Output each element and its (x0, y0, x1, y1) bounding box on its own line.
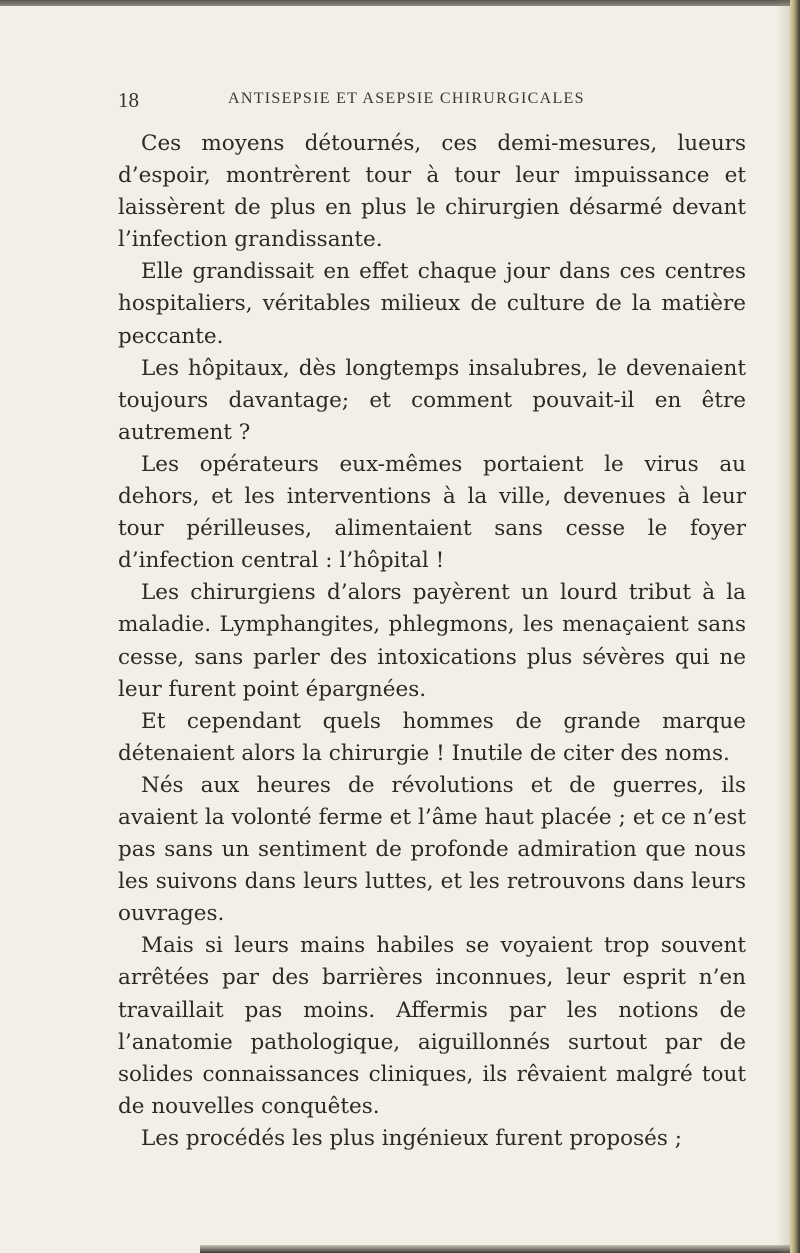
paragraph: Elle grandissait en effet chaque jour dans ces centres hospitaliers, véritables milieux de culture de la matière peccante. (118, 259, 746, 349)
paragraph: Les hôpitaux, dès longtemps insalubres, le devenaient toujours davantage; et comment pouvait-il en être autrement ? (118, 355, 746, 445)
paragraph: Nés aux heures de révolutions et de guerres, ils avaient la volonté ferme et l’âme haut placée ; et ce n’est pas sans un sentiment de profonde admiration que nous les suivons dans leurs luttes, et les retrouvons dans leurs ouvrages. (118, 772, 746, 927)
top-edge-rule (0, 0, 790, 6)
paragraph: Ces moyens détournés, ces demi-mesures, lueurs d’espoir, montrèrent tour à tour leur impuissance et laissèrent de plus en plus le chirurgien désarmé devant l’infection grandissante. (118, 131, 746, 253)
paragraph: Les procédés les plus ingénieux furent proposés ; (141, 1125, 682, 1151)
page-number: 18 (118, 88, 139, 112)
running-head: ANTISEPSIE ET ASEPSIE CHIRURGICALES (228, 90, 585, 107)
paragraph: Les chirurgiens d’alors payèrent un lourd tribut à la maladie. Lymphangites, phlegmons, les menaçaient sans cesse, sans parler des intoxications plus sévères qui ne leur furent point épargnées. (118, 580, 746, 702)
body-text (118, 128, 746, 1155)
book-edge (790, 0, 800, 1253)
paragraph: Les opérateurs eux-mêmes portaient le virus au dehors, et les interventions à la ville, devenues à leur tour périlleuses, alimentaient sans cesse le foyer d’infection central : l’hôpital ! (118, 451, 746, 574)
paragraph: Mais si leurs mains habiles se voyaient trop souvent arrêtées par des barrières inconnues, leur esprit n’en travaillait pas moins. Affermis par les notions de l’anatomie pathologique, aiguillonnés surtout par de solides connaissances cliniques, ils rêvaient malgré tout de nouvelles conquêtes. (118, 933, 746, 1119)
page-header (118, 88, 738, 118)
paragraph: Et cependant quels hommes de grande marque détenaient alors la chirurgie ! Inutile de citer des noms. (118, 708, 746, 766)
bottom-edge-rule (200, 1245, 790, 1253)
page-fold-shadow (776, 0, 790, 1253)
